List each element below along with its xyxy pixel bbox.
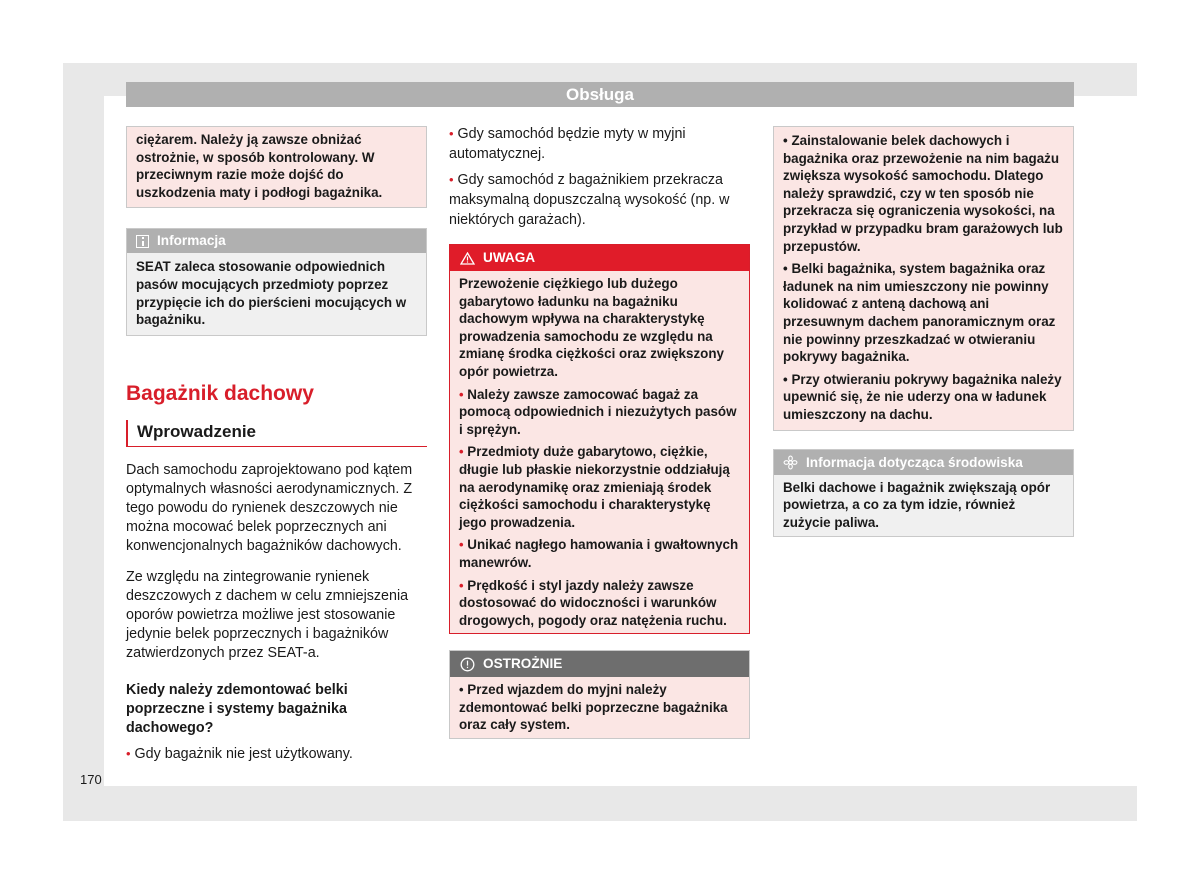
warning-item [459,577,740,630]
bullet-icon: • [459,682,464,698]
section-title: Bagażnik dachowy [126,381,314,405]
bullet-icon: • [126,745,131,761]
warning-item-text: Przedmioty duże gabarytowo, ciężkie, długie lub płaskie niekorzystnie oddziałują na aerodynamikę oraz zmieniają środek ciężkości samochodu i charakterystykę jego prowadzenia. [459,444,730,530]
paragraph-gutters: Ze względu na zintegrowanie rynienek deszczowych z dachem w celu zmniejszenia oporów powietrza możliwe jest stosowanie jedynie belek poprzecznych i bagażników zatwierdzonych przez SEAT-a. [126,568,409,661]
warning-item [459,386,740,439]
warning-item-text: Unikać nagłego hamowania i gwałtownych manewrów. [459,537,739,570]
caution-box-title: OSTROŻNIE [483,656,563,672]
bullet-icon: • [459,386,464,402]
environment-box-header [774,450,1073,475]
box-item [783,260,1064,366]
column-left [126,126,427,764]
box-item [783,371,1064,424]
subsection-title: Wprowadzenie [126,420,427,447]
list-item [449,170,750,230]
warning-item [459,536,740,571]
warning-item [459,443,740,531]
box-item [783,132,1064,255]
info-icon [136,235,149,248]
exclamation-circle-icon [460,657,475,672]
page-number: 170 [80,772,102,787]
bullet-icon: • [449,172,454,187]
warning-triangle-icon [460,252,475,265]
list-item-text: Gdy bagażnik nie jest użytkowany. [134,745,353,762]
warning-box-header [450,245,749,271]
bullet-icon: • [783,133,788,148]
caution-box [449,650,750,739]
bullet-icon: • [459,537,464,553]
warning-continuation-box [773,126,1074,431]
flower-icon [783,455,798,470]
list-item-text: Gdy samochód będzie myty w myjni automatycznej. [449,126,686,162]
warning-item-text: Prędkość i styl jazdy należy zawsze dostosować do widoczności i warunków drogowych, pogody oraz natężenia ruchu. [459,577,727,628]
list-item [449,124,750,164]
bullet-icon: • [783,261,788,277]
question-heading: Kiedy należy zdemontować belki poprzeczne i systemy bagażnika dachowego? [126,681,348,736]
warning-box [449,244,750,634]
info-box-header [127,229,426,253]
environment-box-title: Informacja dotycząca środowiska [806,454,1023,470]
continued-warning-box: ciężarem. Należy ją zawsze obniżać ostrożnie, w sposób kontrolowany. W przeciwnym razie może dojść do uszkodzenia maty i podłogi bagażnika. [126,126,427,208]
caution-text: Przed wjazdem do myjni należy zdemontować belki poprzeczne bagażnika oraz cały system. [459,682,728,733]
box-item-text: Belki bagażnika, system bagażnika oraz ładunek na nim umieszczony nie powinny kolidować z anteną dachową ani przesuwnym dachem panoramicznym oraz nie powinny przeszkadzać w otwieraniu pokrywy bagażnika. [783,261,1056,365]
caution-box-body [450,677,749,738]
paragraph-intro: Dach samochodu zaprojektowano pod kątem optymalnych własności aerodynamicznych. Z tego powodu do rynienek deszczowych nie można mocować belek poprzecznych ani konwencjonalnych bagażników dachowych. [126,461,413,554]
box-item-text: Zainstalowanie belek dachowych i bagażnika oraz przewożenie na nim bagażu zwiększa wysokość samochodu. Dlatego należy sprawdzić, czy w ten sposób nie przekracza się ograniczenia wysokości, na przykład w przypadku bram garażowych lub przepustów. [783,133,1063,254]
bullet-icon: • [459,577,464,593]
list-item-text: Gdy samochód z bagażnikiem przekracza maksymalną dopuszczalną wysokość (np. w niektórych garażach). [449,172,730,228]
warning-box-body [450,271,749,633]
environment-info-box [773,449,1074,538]
warning-intro: Przewożenie ciężkiego lub dużego gabarytowo ładunku na bagażniku dachowym wpływa na charakterystykę prowadzenia samochodu ze względu na zmianę środka ciężkości oraz zwiększony opór powietrza. [459,276,724,379]
info-box-title: Informacja [157,233,226,249]
box-item-text: Przy otwieraniu pokrywy bagażnika należy upewnić się, że nie uderzy ona w ładunek umieszczony na dachu. [783,371,1062,422]
column-middle [449,124,750,739]
column-right [773,126,1074,537]
info-box [126,228,427,335]
bullet-icon: • [459,444,464,460]
bullet-icon: • [783,371,788,387]
warning-item-text: Należy zawsze zamocować bagaż za pomocą odpowiednich i niezużytych pasów i sprężyn. [459,386,737,437]
warning-box-title: UWAGA [483,250,536,265]
list-item [126,744,427,764]
page-header: Obsługa [126,82,1074,107]
bullet-icon: • [449,126,454,141]
environment-box-body: Belki dachowe i bagażnik zwiększają opór powietrza, a co za tym idzie, również zużycie paliwa. [774,475,1073,537]
info-box-body: SEAT zaleca stosowanie odpowiednich pasów mocujących przedmioty poprzez przypięcie ich do pierścieni mocujących w bagażniku. [127,253,426,334]
caution-box-header [450,651,749,677]
